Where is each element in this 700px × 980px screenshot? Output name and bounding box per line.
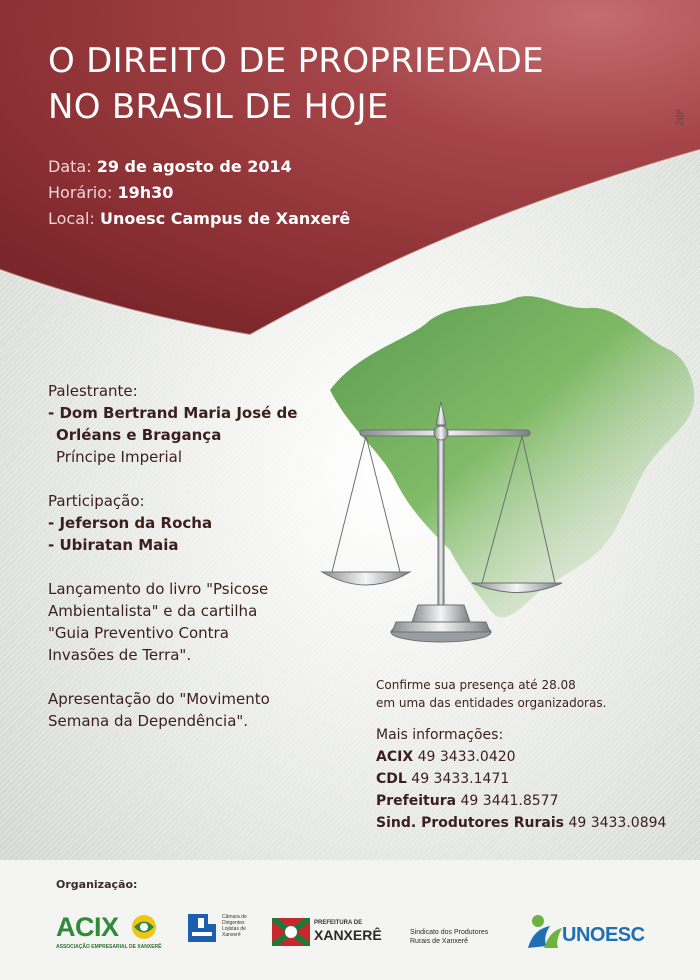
sindicato-logo: [410, 928, 520, 952]
cdl-line-3: Lojistas de: [222, 926, 246, 932]
date-value: 29 de agosto de 2014: [96, 157, 292, 176]
event-place-row: [48, 206, 350, 232]
prefeitura-line-1: PREFEITURA DE: [314, 920, 363, 926]
contact-phone: 49 3433.0894: [568, 815, 667, 831]
cdl-line-2: Dirigentes: [222, 920, 245, 926]
contact-item: [376, 812, 676, 834]
sindicato-line-1: Sindicato dos Produtores: [410, 929, 489, 936]
event-time-row: [48, 180, 350, 206]
prefeitura-line-2: XANXERÊ: [314, 927, 382, 943]
contact-name: ACIX: [376, 749, 414, 765]
event-date-row: [48, 154, 350, 180]
rsvp-line-2: em uma das entidades organizadoras.: [376, 696, 607, 710]
cdl-logo: [184, 910, 254, 950]
contact-item: [376, 768, 676, 790]
speaker-name-line-1: - Dom Bertrand Maria José de: [48, 404, 298, 422]
title-line-2: NO BRASIL DE HOJE: [48, 87, 389, 127]
acix-logo-name: ACIX: [56, 912, 119, 942]
title-line-1: O DIREITO DE PROPRIEDADE: [48, 41, 544, 81]
date-label: Data:: [48, 157, 92, 176]
side-code: 20P: [676, 109, 686, 126]
presentation-line-1: Apresentação do "Movimento: [48, 690, 270, 708]
brazil-map-shape: [330, 296, 694, 617]
place-label: Local:: [48, 209, 95, 228]
contact-name: CDL: [376, 771, 407, 787]
launch-line-3: "Guia Preventivo Contra: [48, 624, 229, 642]
speaker-name-line-2: Orléans e Bragança: [56, 426, 222, 444]
contacts-list: [376, 724, 676, 834]
cdl-line-4: Xanxerê: [222, 932, 241, 938]
prefeitura-logo: [272, 918, 392, 950]
event-details: [48, 154, 350, 232]
presentation-block: [48, 688, 338, 732]
participant-item: - Jeferson da Rocha: [48, 514, 213, 532]
participation-heading: Participação:: [48, 492, 145, 510]
scale-and-map-illustration: [300, 280, 700, 660]
speaker-block: [48, 380, 338, 468]
rsvp-line-1: Confirme sua presença até 28.08: [376, 678, 576, 692]
cdl-emblem-icon: [184, 910, 220, 946]
contact-name: Prefeitura: [376, 793, 457, 809]
participant-item: - Ubiratan Maia: [48, 536, 179, 554]
acix-logo: [56, 912, 160, 954]
unoesc-logo: [524, 912, 654, 956]
cdl-text: [222, 914, 247, 938]
contact-column: [376, 676, 676, 834]
presentation-line-2: Semana da Dependência".: [48, 712, 249, 730]
book-launch-block: [48, 578, 338, 666]
prefeitura-flag-icon: [272, 918, 310, 946]
unoesc-name: UNOESC: [562, 924, 645, 946]
rsvp-note: [376, 676, 676, 712]
contact-phone: 49 3433.1471: [411, 771, 510, 787]
participation-block: [48, 490, 338, 556]
contact-phone: 49 3441.8577: [460, 793, 559, 809]
launch-line-4: Invasões de Terra".: [48, 646, 192, 664]
contact-phone: 49 3433.0420: [417, 749, 516, 765]
contact-item: [376, 790, 676, 812]
launch-line-1: Lançamento do livro "Psicose: [48, 580, 269, 598]
speaker-heading: Palestrante:: [48, 382, 138, 400]
unoesc-emblem-icon: [524, 912, 564, 952]
contact-name: Sind. Produtores Rurais: [376, 815, 564, 831]
time-label: Horário:: [48, 183, 113, 202]
contact-item: [376, 746, 676, 768]
launch-line-2: Ambientalista" e da cartilha: [48, 602, 258, 620]
organizers-footer: [0, 860, 700, 980]
sindicato-line-2: Rurais de Xanxerê: [410, 938, 468, 945]
cdl-line-1: Câmara de: [222, 914, 247, 920]
organizers-label: Organização:: [56, 878, 138, 891]
contacts-heading: Mais informações:: [376, 727, 504, 743]
speaker-title: Príncipe Imperial: [56, 448, 183, 466]
program-column: [48, 380, 338, 754]
page-title: [48, 38, 648, 130]
time-value: 19h30: [117, 183, 174, 202]
acix-emblem-icon: [130, 914, 158, 940]
acix-subtitle: ASSOCIAÇÃO EMPRESARIAL DE XANXERÊ: [56, 944, 162, 950]
place-value: Unoesc Campus de Xanxerê: [99, 209, 351, 228]
